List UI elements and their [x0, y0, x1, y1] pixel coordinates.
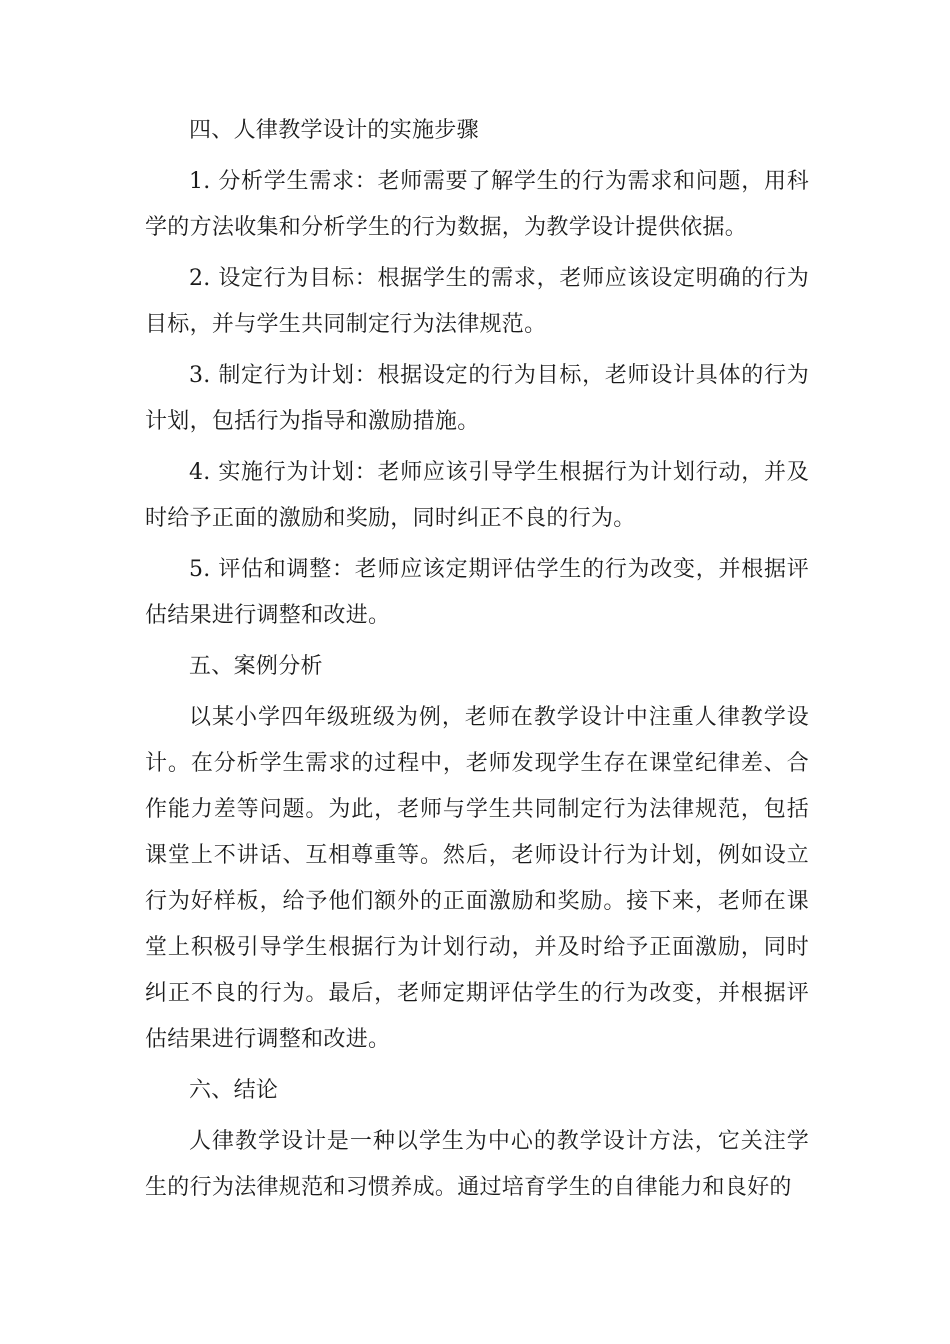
section-6-heading: 六、结论	[189, 1078, 279, 1103]
section-4-heading: 四、人律教学设计的实施步骤	[189, 118, 479, 143]
case-study-paragraph: 以某小学四年级班级为例，老师在教学设计中注重人律教学设计。在分析学生需求的过程中，老师发现学生存在课堂纪律差、合作能力差等问题。为此，老师与学生共同制定行为法律规范，包括课堂上不讲话、互相尊重等。然后，老师设计行为计划，例如设立行为好样板，给予他们额外的正面激励和奖励。接下来，老师在课堂上积极引导学生根据行为计划行动，并及时给予正面激励，同时纠正不良的行为。最后，老师定期评估学生的行为改变，并根据评估结果进行调整和改进。	[145, 705, 809, 1052]
step-4-paragraph: 4. 实施行为计划：老师应该引导学生根据行为计划行动，并及时给予正面的激励和奖励，同时纠正不良的行为。	[145, 460, 809, 531]
step-2-paragraph: 2. 设定行为目标：根据学生的需求，老师应该设定明确的行为目标，并与学生共同制定行为法律规范。	[145, 266, 809, 337]
step-5-paragraph: 5. 评估和调整：老师应该定期评估学生的行为改变，并根据评估结果进行调整和改进。	[145, 557, 809, 628]
step-1-paragraph: 1. 分析学生需求：老师需要了解学生的行为需求和问题，用科学的方法收集和分析学生的行为数据，为教学设计提供依据。	[145, 169, 809, 240]
section-5-heading: 五、案例分析	[189, 654, 323, 679]
document-body	[145, 108, 809, 1216]
conclusion-paragraph: 人律教学设计是一种以学生为中心的教学设计方法，它关注学生的行为法律规范和习惯养成。通过培育学生的自律能力和良好的	[145, 1129, 809, 1200]
step-3-paragraph: 3. 制定行为计划：根据设定的行为目标，老师设计具体的行为计划，包括行为指导和激励措施。	[145, 363, 809, 434]
